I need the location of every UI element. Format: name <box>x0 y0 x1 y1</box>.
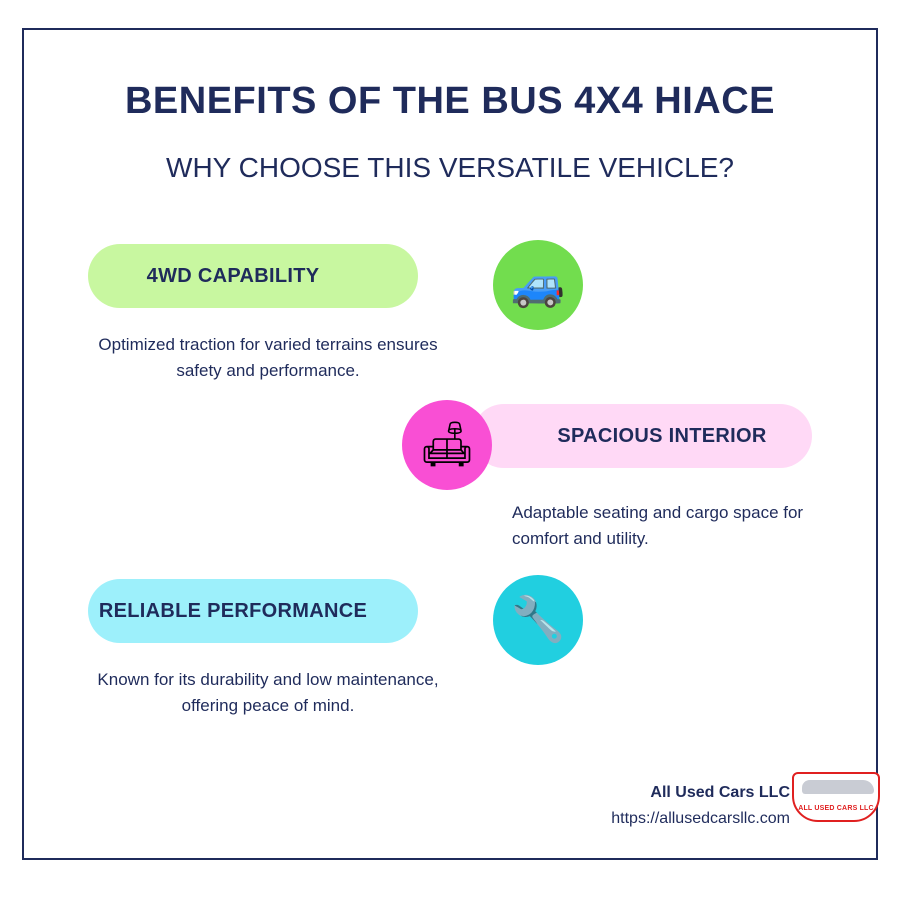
benefit-label: SPACIOUS INTERIOR <box>557 424 767 447</box>
benefit-item-spacious-interior <box>402 400 822 548</box>
footer-company-name: All Used Cars LLC <box>650 784 790 801</box>
benefit-pill <box>88 244 418 308</box>
benefit-description: Optimized traction for varied terrains ensures safety and performance. <box>98 335 438 380</box>
page-subtitle: WHY CHOOSE THIS VERSATILE VEHICLE? <box>166 152 734 183</box>
benefit-item-4wd-capability <box>88 240 566 380</box>
benefit-item-reliable-performance <box>88 575 566 715</box>
benefit-pill-row <box>402 400 822 472</box>
wrench-icon-glyph: 🔧 <box>510 594 566 645</box>
benefit-description: Adaptable seating and cargo space for comfort and utility. <box>512 503 804 548</box>
footer <box>611 784 790 828</box>
benefit-pill-row <box>88 575 566 647</box>
benefit-pill <box>472 404 812 468</box>
footer-website-url[interactable]: https://allusedcarsllc.com <box>611 810 790 827</box>
benefit-pill-row <box>88 240 566 312</box>
logo-text: ALL USED CARS LLC <box>798 805 874 812</box>
car-icon <box>493 240 583 330</box>
benefit-label: 4WD CAPABILITY <box>146 264 320 287</box>
couch-and-lamp-icon-glyph: 🛋 <box>419 419 475 470</box>
benefit-pill <box>88 579 418 643</box>
logo-badge-shape <box>792 772 880 822</box>
benefit-description: Known for its durability and low maintenance, offering peace of mind. <box>97 670 439 715</box>
couch-and-lamp-icon <box>402 400 492 490</box>
company-logo <box>792 772 880 822</box>
car-icon-glyph: 🚙 <box>510 259 566 310</box>
logo-car-silhouette <box>802 780 874 794</box>
benefit-label: RELIABLE PERFORMANCE <box>98 599 368 622</box>
page-title: BENEFITS OF THE BUS 4X4 HIACE <box>124 80 776 122</box>
wrench-icon <box>493 575 583 665</box>
